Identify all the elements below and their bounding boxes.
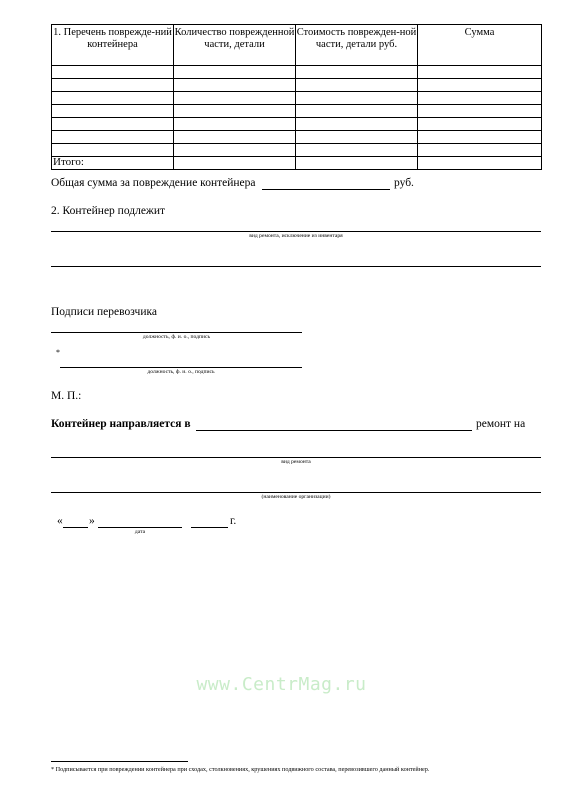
date-close-quote: » — [89, 515, 95, 527]
table-cell[interactable] — [174, 131, 296, 144]
footnote-separator — [51, 761, 188, 762]
table-cell[interactable] — [418, 105, 542, 118]
repair-type-field[interactable] — [51, 231, 541, 232]
repair-type-caption: вид ремонта, исключение из инвентаря — [249, 233, 343, 239]
table-cell[interactable] — [418, 118, 542, 131]
table-cell[interactable] — [296, 66, 418, 79]
total-sum-field[interactable] — [262, 189, 390, 190]
table-cell[interactable] — [296, 144, 418, 157]
table-cell[interactable] — [174, 79, 296, 92]
table-cell[interactable] — [418, 157, 542, 170]
table-row — [52, 105, 542, 118]
total-sum-unit: руб. — [394, 177, 414, 189]
table-cell[interactable] — [174, 66, 296, 79]
carrier-signatures-label: Подписи перевозчика — [51, 306, 157, 318]
date-month-field[interactable] — [98, 527, 182, 528]
signature-caption-1: должность, ф. и. о., подпись — [142, 334, 211, 340]
table-row — [52, 144, 542, 157]
date-caption: дата — [134, 529, 146, 535]
table-cell[interactable] — [296, 131, 418, 144]
repair-destination-field[interactable] — [196, 430, 472, 431]
date-year-suffix: г. — [230, 515, 237, 527]
total-label: Итого: — [52, 157, 174, 170]
table-cell[interactable] — [418, 92, 542, 105]
table-cell[interactable] — [174, 105, 296, 118]
table-cell[interactable] — [418, 66, 542, 79]
table-cell[interactable] — [52, 144, 174, 157]
table-cell[interactable] — [296, 157, 418, 170]
table-cell[interactable] — [52, 79, 174, 92]
date-year-field[interactable] — [191, 527, 228, 528]
table-row — [52, 131, 542, 144]
footnote-text: * Подписывается при повреждении контейнера при сходах, столкновениях, крушениях подвижного состава, перевозившего данный контейнер. — [51, 766, 430, 773]
stamp-label: М. П.: — [51, 390, 82, 402]
repair-kind-field[interactable] — [51, 457, 541, 458]
date-open-quote: « — [57, 515, 63, 527]
total-sum-label: Общая сумма за повреждение контейнера — [51, 177, 256, 189]
table-cell[interactable] — [52, 118, 174, 131]
table-cell[interactable] — [174, 157, 296, 170]
header-sum: Сумма — [418, 25, 542, 66]
section2-label: 2. Контейнер подлежит — [51, 205, 166, 217]
table-cell[interactable] — [296, 118, 418, 131]
watermark: www.CentrMag.ru — [196, 674, 367, 695]
table-cell[interactable] — [174, 92, 296, 105]
table-total-row — [52, 157, 542, 170]
damage-table — [51, 24, 542, 170]
table-header-row — [52, 25, 542, 66]
table-cell[interactable] — [52, 66, 174, 79]
repair-destination-label: Контейнер направляется в — [51, 418, 191, 430]
organization-name-field[interactable] — [51, 492, 541, 493]
table-row — [52, 118, 542, 131]
header-damaged-quantity: Количество поврежденной части, детали — [174, 25, 296, 66]
header-damaged-cost: Стоимость поврежден-ной части, детали руб. — [296, 25, 418, 66]
table-row — [52, 92, 542, 105]
table-cell[interactable] — [418, 131, 542, 144]
repair-destination-suffix: ремонт на — [476, 418, 526, 430]
table-cell[interactable] — [296, 79, 418, 92]
table-cell[interactable] — [52, 131, 174, 144]
header-damage-list: 1. Перечень поврежде-ний контейнера — [52, 25, 174, 66]
table-cell[interactable] — [52, 92, 174, 105]
table-row — [52, 79, 542, 92]
table-row — [52, 66, 542, 79]
table-cell[interactable] — [174, 144, 296, 157]
table-cell[interactable] — [296, 105, 418, 118]
table-cell[interactable] — [296, 92, 418, 105]
repair-kind-caption: вид ремонта — [281, 459, 311, 465]
table-cell[interactable] — [418, 79, 542, 92]
table-cell[interactable] — [418, 144, 542, 157]
repair-type-field-2[interactable] — [51, 266, 541, 267]
footnote-marker: * — [56, 348, 60, 357]
organization-name-caption: (наименование организации) — [261, 494, 331, 500]
signature-caption-2: должность, ф. и. о., подпись — [147, 369, 215, 375]
table-cell[interactable] — [52, 105, 174, 118]
date-day-field[interactable] — [63, 527, 88, 528]
signature-field-1[interactable] — [51, 332, 302, 333]
signature-field-2[interactable] — [60, 367, 302, 368]
table-cell[interactable] — [174, 118, 296, 131]
